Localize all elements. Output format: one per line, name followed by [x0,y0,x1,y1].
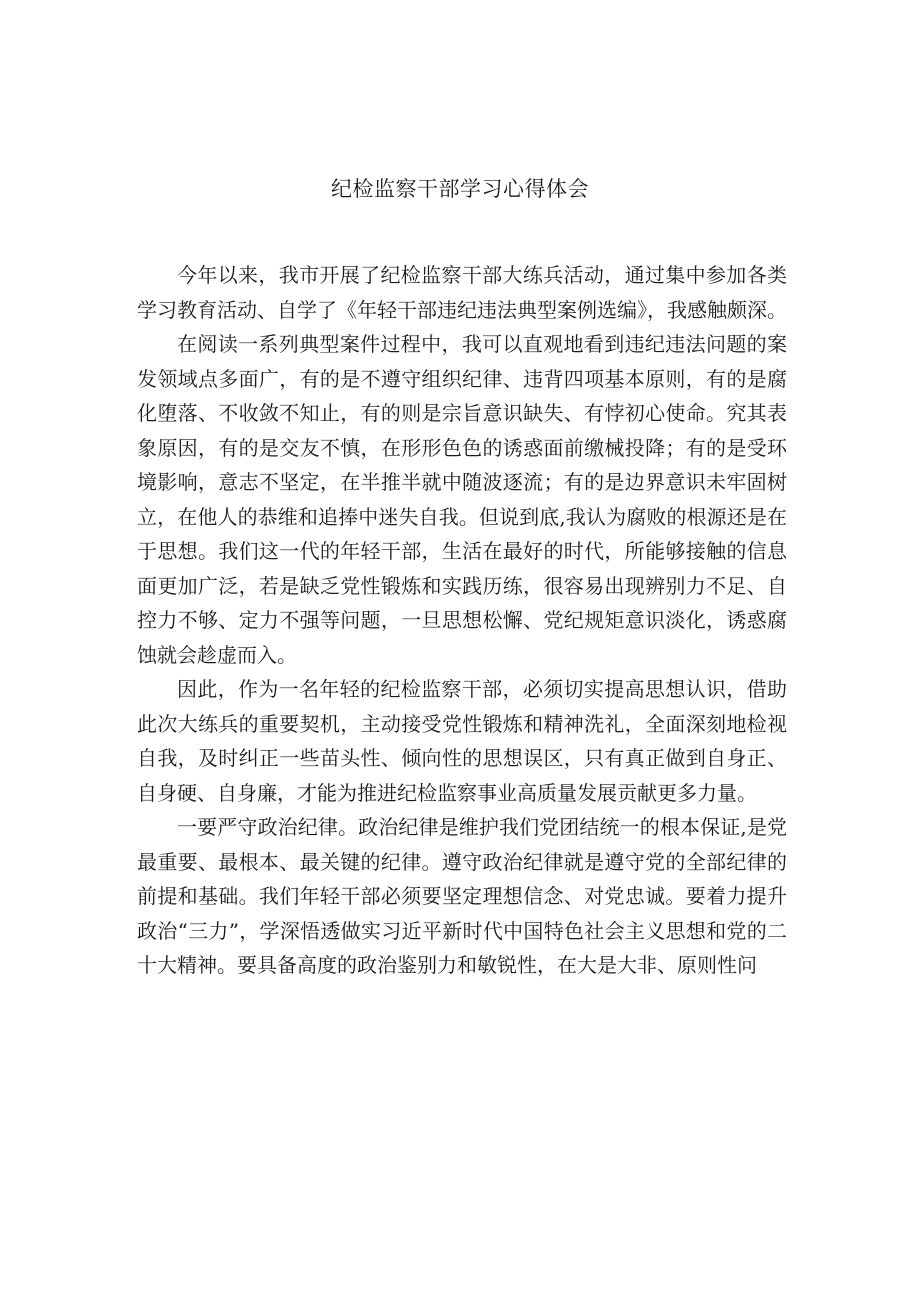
paragraph-1: 今年以来，我市开展了纪检监察干部大练兵活动，通过集中参加各类学习教育活动、自学了《年轻干部违纪违法典型案例选编》，我感触颇深。 [137,263,787,322]
paragraph-2: 在阅读一系列典型案件过程中，我可以直观地看到违纪违法问题的案发领域点多面广，有的是不遵守组织纪律、违背四项基本原则，有的是腐化堕落、不收敛不知止，有的则是宗旨意识缺失、有悖初心使命。究其表象原因，有的是交友不慎，在形形色色的诱惑面前缴械投降；有的是受环境影响，意志不坚定，在半推半就中随波逐流；有的是边界意识未牢固树立，在他人的恭维和追捧中迷失自我。但说到底,我认为腐败的根源还是在于思想。我们这一代的年轻干部，生活在最好的时代，所能够接触的信息面更加广泛，若是缺乏党性锻炼和实践历练，很容易出现辨别力不足、自控力不够、定力不强等问题，一旦思想松懈、党纪规矩意识淡化，诱惑腐蚀就会趁虚而入。 [137,332,787,667]
document-body [137,258,787,983]
paragraph-3: 因此，作为一名年轻的纪检监察干部，必须切实提高思想认识，借助此次大练兵的重要契机，主动接受党性锻炼和精神洗礼，全面深刻地检视自我，及时纠正一些苗头性、倾向性的思想误区，只有真正做到自身正、自身硬、自身廉，才能为推进纪检监察事业高质量发展贡献更多力量。 [137,677,787,805]
document-title: 纪检监察干部学习心得体会 [331,177,589,201]
paragraph-4: 一要严守政治纪律。政治纪律是维护我们党团结统一的根本保证,是党最重要、最根本、最关键的纪律。遵守政治纪律就是遵守党的全部纪律的前提和基础。我们年轻干部必须要坚定理想信念、对党忠诚。要着力提升政治“三力”，学深悟透做实习近平新时代中国特色社会主义思想和党的二十大精神。要具备高度的政治鉴别力和敏锐性，在大是大非、原则性问 [137,815,787,977]
